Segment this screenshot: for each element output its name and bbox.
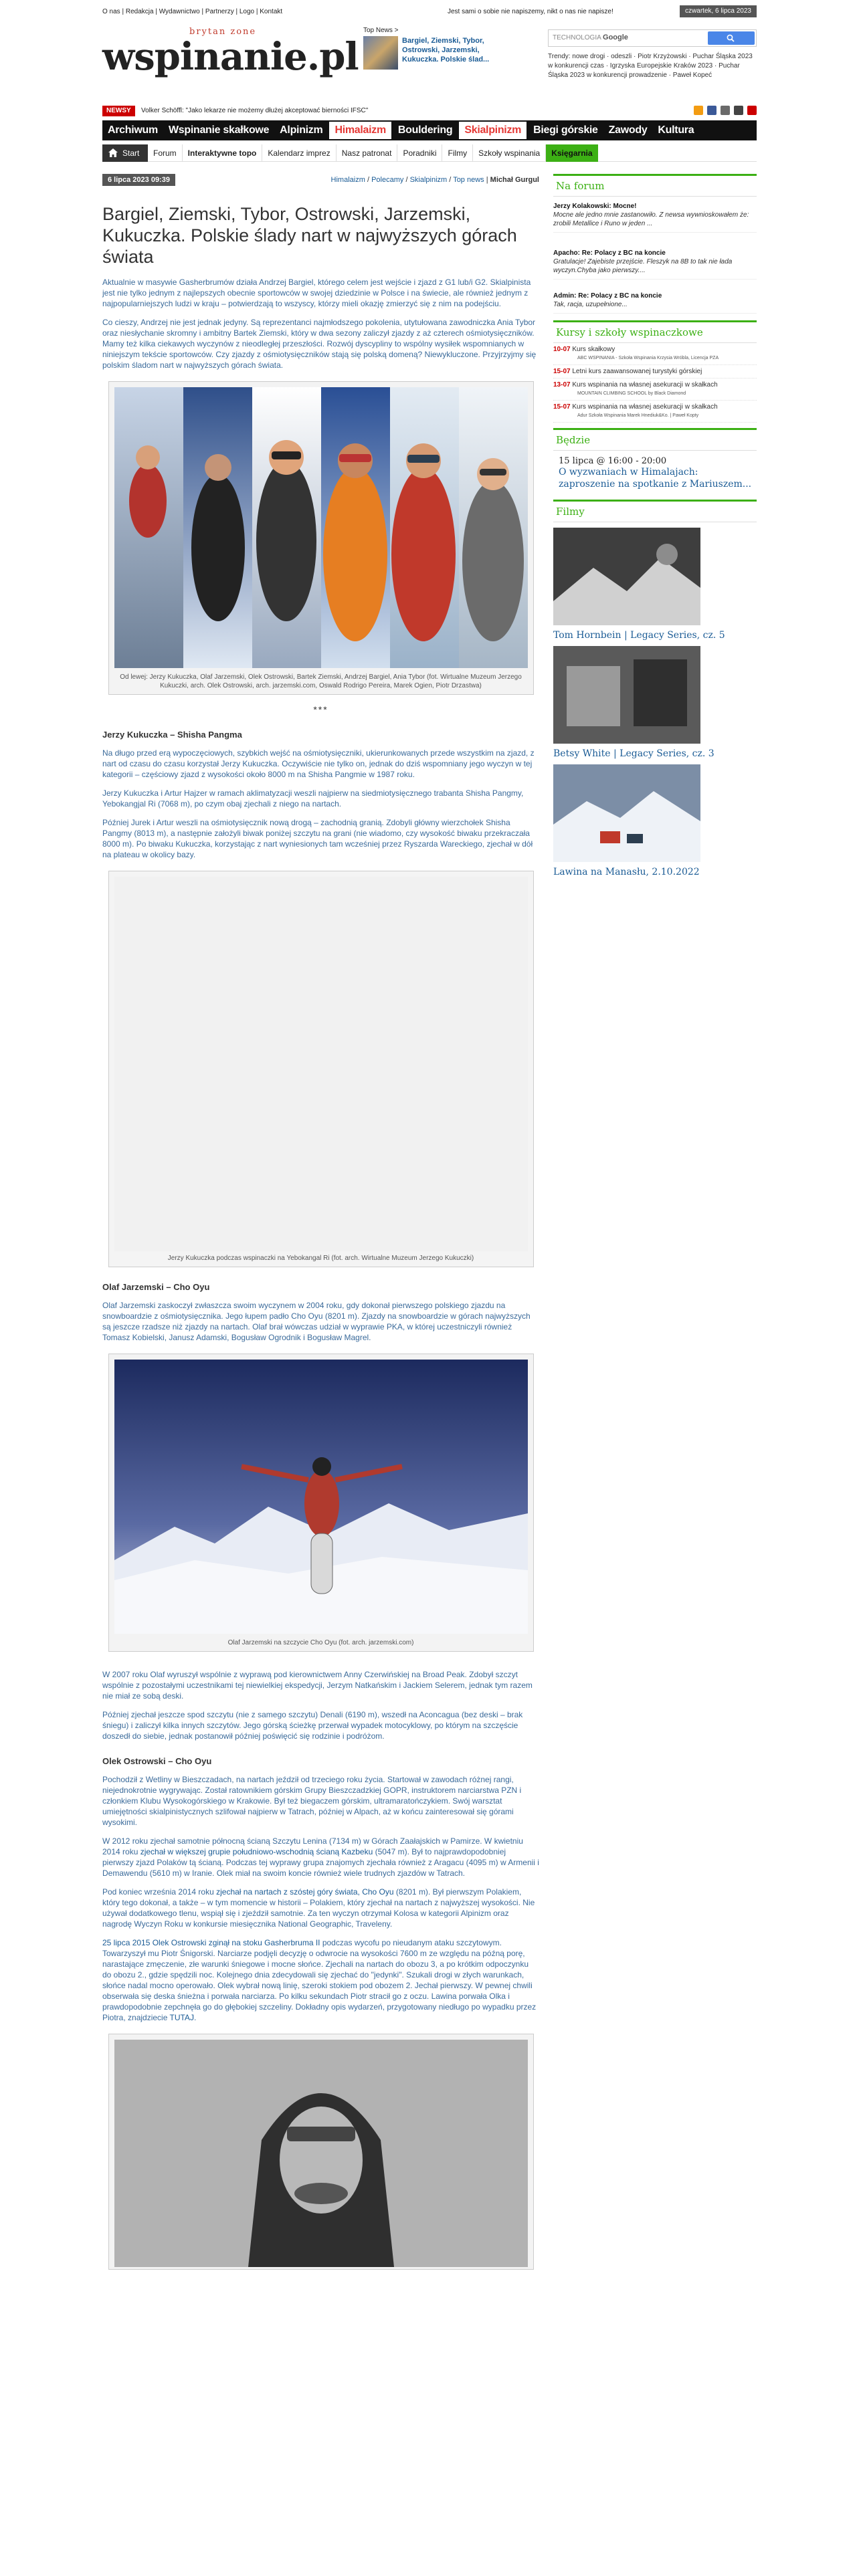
sidebar-bedzie-heading[interactable]: Będzie	[553, 428, 757, 451]
subnav-forum[interactable]: Forum	[148, 144, 183, 162]
film-title[interactable]: Lawina na Manasłu, 2.10.2022	[553, 867, 700, 877]
event-date: 15 lipca @ 16:00 - 20:00	[559, 456, 667, 466]
news-ticker-tag: NEWSY	[102, 106, 135, 116]
sidebar-forum-heading[interactable]: Na forum	[553, 174, 757, 197]
film-title[interactable]: Betsy White | Legacy Series, cz. 3	[553, 748, 714, 759]
logo-text: wspinanie.pl	[102, 35, 359, 79]
article-title: Bargiel, Ziemski, Tybor, Ostrowski, Jarzemski, Kukuczka. Polskie ślady nart w najwyższych górach świata	[102, 204, 517, 267]
film-item[interactable]	[553, 764, 757, 877]
top-news-title[interactable]: Bargiel, Ziemski, Tybor, Ostrowski, Jarzemski, Kukuczka. Polskie ślad...	[402, 37, 490, 64]
subnav-filmy[interactable]: Filmy	[442, 144, 473, 162]
logo[interactable]	[102, 19, 359, 86]
top-links: O nas | Redakcja | Wydawnictwo | Partnerzy | Logo | Kontakt	[102, 8, 283, 15]
article-paragraph: 25 lipca 2015 Olek Ostrowski zginął na stoku Gasherbruma II podczas wycofu po nieudanym ataku szczytowym. Towarzyszył mu Piotr Śnigorski. Narciarze podjęli decyzję o odwrocie na wysokości 7600 m ze względu na późną porę, narastające zmęczenie, złe warunki śniegowe i mocne słońce. Zjechali na nartach do obozu 3, a po krótkim odpoczynku do obozu 2., gdzie spędzili noc. Kolejnego dnia zdecydowali się zjechać do "jedynki". Szukali drogi w złych warunkach, słońce nadal mocno operowało. Olek wybrał nową linię, szeroki stokiem pod obozem 2. Jechał pierwszy. W pewnej chwili obserwała się deska śnieżna i porwała narciarza. Po kilku sekundach Piotr stracił go z oczu. Lawina porwała Olka i prawdopodobnie zepchnęła go do głębokiej szczeliny. Dokładny opis wydarzeń, przygotowany niedługo po wypadku przez Piotra, znajdziecie TUTAJ.	[102, 1938, 537, 2022]
nav-zawody[interactable]: Zawody	[608, 124, 648, 136]
gasherbrum-link[interactable]: 25 lipca 2015 Olek Ostrowski zginął na stoku Gasherbruma II	[102, 1938, 320, 1947]
sub-nav	[102, 144, 757, 162]
ostrowski-portrait-image[interactable]	[114, 2040, 528, 2267]
youtube-icon[interactable]	[747, 106, 757, 115]
subnav-home-label: Start	[122, 148, 140, 158]
breadcrumb-top-news[interactable]: Top news	[453, 176, 484, 184]
top-link-redakcja[interactable]: Redakcja	[125, 8, 154, 15]
breadcrumb-himalaizm[interactable]: Himalaizm	[330, 176, 365, 184]
nav-wspinanie-skalkowe[interactable]: Wspinanie skałkowe	[168, 124, 270, 136]
course-item[interactable]: 15-07 Letni kurs zaawansowanej turystyki górskiej	[553, 365, 757, 379]
subnav-szkoly-wspinania[interactable]: Szkoły wspinania	[473, 144, 546, 162]
subnav-interaktywne-topo[interactable]: Interaktywne topo	[183, 144, 263, 162]
top-news[interactable]	[363, 27, 504, 72]
event-title[interactable]: O wyzwaniach w Himalajach: zaproszenie na spotkanie z Mariuszem...	[559, 467, 752, 490]
facebook-icon[interactable]	[707, 106, 717, 115]
article-paragraph: Pochodził z Wetliny w Bieszczadach, na nartach jeździł od trzeciego roku życia. Startował w zawodach różnej rangi, niejednokrotnie wygrywając. Został ratownikiem górskim Grupy Bieszczadzkiej GOPR, instruktorem narciarstwa PZN i członkiem Klubu Wysokogórskiego w Krakowie. Był też biegaczem górskim, ultramaratończykiem. Swój warsztat umiejętności skialpinistycznych szlifował najpierw w Tatrach, później w Alpach, aż w końcu zainteresował się górami wysokimi.	[102, 1775, 522, 1827]
top-link-kontakt[interactable]: Kontakt	[260, 8, 283, 15]
top-news-label: Top News >	[363, 27, 399, 34]
course-item[interactable]: 10-07 Kurs skałkowy ABC WSPINANIA - Szkoła Wspinania Krzysia Wróbla, Licencja PZA	[553, 343, 757, 365]
search-button[interactable]	[708, 31, 755, 45]
forum-post[interactable]: Admin: Re: Polacy z BC na koncie Tak, racja, uzupełnione...	[553, 286, 757, 314]
article-lead: Aktualnie w masywie Gasherbrumów działa Andrzej Bargiel, którego celem jest wejście i zjazd z G1 lub/i G2. Skialpinista jest nie tylko jednym z najlepszych obecnie sportowców w swojej dziedzinie w Polsce i na świecie, ale również jednym z najpopularniejszych ludzi w kraju – potwierdzają to wszyscy, którzy mieli okazję zmierzyć się z nim na podejściu.	[102, 278, 531, 308]
rss-icon[interactable]	[694, 106, 703, 115]
nav-biegi-gorskie[interactable]: Biegi górskie	[533, 124, 598, 136]
subnav-ksiegarnia[interactable]: Księgarnia	[546, 144, 597, 162]
section-heading-jarzemski: Olaf Jarzemski – Cho Oyu	[102, 1282, 210, 1292]
nav-bouldering[interactable]: Bouldering	[397, 124, 453, 136]
breadcrumb-skialpinizm[interactable]: Skialpinizm	[409, 176, 448, 184]
breadcrumb: Himalaizm / Polecamy / Skialpinizm / Top news | Michał Gurgul	[330, 176, 539, 184]
search-brand: Google	[603, 33, 628, 41]
article-paragraph: Później Jurek i Artur weszli na ośmiotysięcznik nową drogą – zachodnią granią. Zdobyli główny wierzchołek Shisha Pangmy (8013 m), a następnie założyli biwak poniżej szczytu na grani (nie wiadomo, czy wysokość biwaku przekraczała 8000 m). Po biwaku Kukuczka, korzystając z nart wyniesionych tam wcześniej przez Ryszarda Wareckiego, zjechał w dół na plateau w okolicy bazy.	[102, 818, 533, 859]
home-icon	[108, 148, 118, 158]
article-paragraph: W 2007 roku Olaf wyruszył wspólnie z wyprawą pod kierownictwem Anny Czerwińskiej na Broad Peak. Zdobył szczyt wspólnie z pozostałymi uczestnikami tej niewielkiej ekspedycji, Jerzym Natkańskim i Jackiem Selerem, jednak tym razem nie miał ze sobą deski.	[102, 1670, 533, 1701]
article-paragraph: Później zjechał jeszcze spod szczytu (nie z samego szczytu) Denali (6190 m), wszedł na Aconcagua (bez deski – brak śniegu) i zaliczył kilka innych szczytów. Jego górską ścieżkę przerwał wypadek motocyklowy, po którym na szczęście doszedł do siebie, jednak postanowił później poświęcić się rodzinie i podróżom.	[102, 1710, 523, 1741]
tutaj-link[interactable]: TUTAJ	[169, 2013, 194, 2022]
top-link-wydawnictwo[interactable]: Wydawnictwo	[159, 8, 200, 15]
search-prefix: TECHNOLOGIA	[553, 34, 601, 41]
top-link-logo[interactable]: Logo	[239, 8, 255, 15]
figure-caption: Jerzy Kukuczka podczas wspinaczki na Yebokangal Ri (fot. arch. Wirtualne Muzeum Jerzego Kukuczki)	[167, 1255, 474, 1262]
section-separator: ***	[313, 704, 328, 715]
sidebar-filmy-heading[interactable]: Filmy	[553, 500, 757, 522]
figure-caption: Olaf Jarzemski na szczycie Cho Oyu (fot. arch. jarzemski.com)	[227, 1639, 414, 1646]
page	[102, 0, 757, 2576]
nav-archiwum[interactable]: Archiwum	[108, 124, 158, 136]
film-item[interactable]	[553, 528, 757, 641]
sidebar-kursy-heading[interactable]: Kursy i szkoły wspinaczkowe	[553, 320, 757, 343]
article-date: 6 lipca 2023 09:39	[102, 174, 175, 186]
section-heading-ostrowski: Olek Ostrowski – Cho Oyu	[102, 1756, 212, 1766]
film-thumbnail[interactable]	[553, 764, 700, 862]
logo-tagline: brytan zone	[189, 27, 257, 37]
cho-oyu-link[interactable]: zjechał na nartach z szóstej góry świata, Cho Oyu	[216, 1887, 394, 1897]
current-date: czwartek, 6 lipca 2023	[680, 5, 757, 17]
top-link-o-nas[interactable]: O nas	[102, 8, 120, 15]
trends[interactable]: Trendy: nowe drogi · odeszli · Piotr Krzyżowski · Puchar Śląska 2023 w konkurencji czas · Igrzyska Europejskie Kraków 2023 · Puchar Śląska 2023 w konkurencji prowadzenie · Paweł Kopeć	[548, 53, 753, 79]
course-item[interactable]: 13-07 Kurs wspinania na własnej asekuracji w skałkach MOUNTAIN CLIMBING SCHOOL by Black Diamond	[553, 379, 757, 401]
top-news-thumbnail[interactable]	[363, 36, 398, 70]
subnav-kalendarz-imprez[interactable]: Kalendarz imprez	[262, 144, 336, 162]
article-paragraph: Pod koniec września 2014 roku zjechał na nartach z szóstej góry świata, Cho Oyu (8201 m). Był pierwszym Polakiem, który tego dokonał, a także – w tym momencie w historii – Polakiem, który zjechał na nartach z najwyższej wysokości. Nie używał dodatkowego tlenu, wspiął się i zjeździł samotnie. Za ten wyczyn otrzymał Kolosa w kategorii Alpinizm oraz nagrodę Wyczyn Roku w konkursie miesięcznika National Geographic, Traveleny.	[102, 1887, 535, 1929]
article-figure-kukuczka	[108, 871, 534, 1267]
instagram-icon[interactable]	[721, 106, 730, 115]
article-paragraph: Na długo przed erą wypoczęciowych, szybkich wejść na ośmiotysięczniki, ukierunkowanych przede wszystkim na zjazd, z nart od czasu do czasu korzystał Jerzy Kukuczka. Oczywiście nie tylko on, jednak do dziś wspomniany jego wyczyn w tej kategorii – częściowy zjazd z wysokości około 8000 m na Shisha Pangmie w 1987 roku.	[102, 748, 535, 779]
forum-post[interactable]: Jerzy Kolakowski: Mocne! Mocne ale jedno mnie zastanowiło. Z newsa wywnioskowałem że: zrobili Metallice i Runo w jeden ...	[553, 197, 757, 233]
film-thumbnail[interactable]	[553, 646, 700, 744]
article-paragraph: W 2012 roku zjechał samotnie północną ścianą Szczytu Lenina (7134 m) w Górach Zaałajskich w Pamirze. W kwietniu 2014 roku zjechał w większej grupie południowo-wschodnią ścianą Kazbeku (5047 m). Był to najprawdopodobniej pierwszy zjazd Polaków tą ścianą. Podczas tej wyprawy grupa znajomych zjechała również z Aragacu (4095 m) w Armenii i Demawendu (5610 m) w Iranie. Olek miał na swoim koncie również wiele trudnych zjazdów w Tatrach.	[102, 1836, 539, 1878]
nav-skialpinizm[interactable]: Skialpinizm	[458, 120, 528, 140]
forum-post[interactable]: Apacho: Re: Polacy z BC na koncie Gratulacje! Zajebiste przejście. Fleszyk na 8B to tak nie łada wyczyn.Chyba jako pierwszy....	[553, 243, 757, 280]
main-nav	[102, 120, 757, 140]
kazbek-link[interactable]: zjechał w większej grupie południowo-wschodnią ścianą Kazbeku	[140, 1847, 373, 1856]
article-paragraph: Olaf Jarzemski zaskoczył zwłaszcza swoim wyczynem w 2004 roku, gdy dokonał pierwszego polskiego zjazdu na snowboardzie z ośmiotysięcznika. Jego łupem padło Cho Oyu (8201 m). Zjazdy na snowboardzie w górach najwyższych są jeszcze rzadsze niż zjazdy na nartach. Olaf brał wówczas udział w wyprawie PKA, w której uczestniczyli również Tomasz Kobielski, Janusz Adamski, Bogusław Ogrodnik i Bogusław Magrel.	[102, 1301, 531, 1342]
social-icons	[692, 106, 757, 116]
sidebar	[553, 174, 757, 877]
subnav-nasz-patronat[interactable]: Nasz patronat	[337, 144, 398, 162]
nav-kultura[interactable]: Kultura	[658, 124, 694, 136]
search-box[interactable]	[548, 29, 757, 47]
climbers-collage-image[interactable]	[114, 387, 528, 668]
course-item[interactable]: 15-07 Kurs wspinania na własnej asekuracji w skałkach Adur Szkoła Wspinania Marek Hnediuk&Ko. | Paweł Kopty	[553, 401, 757, 423]
article-meta	[102, 174, 539, 187]
article-author[interactable]: Michał Gurgul	[490, 176, 539, 184]
search-icon	[727, 34, 735, 42]
subnav-home[interactable]	[102, 144, 148, 162]
twitter-icon[interactable]	[734, 106, 743, 115]
top-link-partnerzy[interactable]: Partnerzy	[205, 8, 234, 15]
film-title[interactable]: Tom Hornbein | Legacy Series, cz. 5	[553, 630, 725, 641]
article-figure-collage	[108, 381, 534, 695]
subnav-poradniki[interactable]: Poradniki	[397, 144, 442, 162]
cho-oyu-summit-image[interactable]	[114, 1360, 528, 1634]
top-quote: Jest sami o sobie nie napiszemy, nikt o nas nie napisze!	[448, 8, 613, 15]
top-bar	[102, 5, 757, 17]
film-item[interactable]	[553, 646, 757, 759]
article-figure-jarzemski	[108, 1354, 534, 1652]
film-thumbnail[interactable]	[553, 528, 700, 625]
article-paragraph: Co cieszy, Andrzej nie jest jednak jedyny. Są reprezentanci najmłodszego pokolenia, utytułowana zawodniczka Ania Tybor oraz niesłychanie skromny i ambitny Bartek Ziemski, który w dwa sezony zaliczył zjazdy z aż czterech ośmiotysięczników. Mamy też kilka ciekawych wyczynów z nieodległej przeszłości. Rozwój dyscypliny to wspólny wysiłek wspomnianych w niniejszym tekście sportowców. Czy zjazdy z ośmiotysięczników stają się polską domeną? Niewykluczone. Przyjrzyjmy się polskim śladom nart w najwyższych górach świata.	[102, 318, 537, 370]
news-ticker	[102, 106, 757, 116]
nav-alpinizm[interactable]: Alpinizm	[280, 124, 323, 136]
kukuczka-image-placeholder[interactable]	[114, 877, 528, 1251]
figure-caption: Od lewej: Jerzy Kukuczka, Olaf Jarzemski, Olek Ostrowski, Bartek Ziemski, Andrzej Bargiel, Ania Tybor (fot. Wirtualne Muzeum Jerzego Kukuczki, arch. Olek Ostrowski, arch. jarzemski.com, Oswald Rodrigo Pereira, Marek Ogien, Piotr Drzastwa)	[120, 673, 522, 689]
section-heading-kukuczka: Jerzy Kukuczka – Shisha Pangma	[102, 730, 242, 740]
news-ticker-text[interactable]: Volker Schöffl: "Jako lekarze nie możemy dłużej akceptować bierności IFSC"	[141, 107, 369, 114]
article	[102, 174, 539, 2270]
search-input[interactable]	[553, 33, 628, 41]
article-figure-ostrowski	[108, 2034, 534, 2270]
nav-himalaizm[interactable]: Himalaizm	[328, 120, 392, 140]
breadcrumb-polecamy[interactable]: Polecamy	[371, 176, 404, 184]
article-paragraph: Jerzy Kukuczka i Artur Hajzer w ramach aklimatyzacji weszli najpierw na siedmiotysięcznego trabanta Shisha Pangmy, Yebokangjal Ri (7068 m), po czym obaj zjechali z niego na nartach.	[102, 788, 524, 809]
